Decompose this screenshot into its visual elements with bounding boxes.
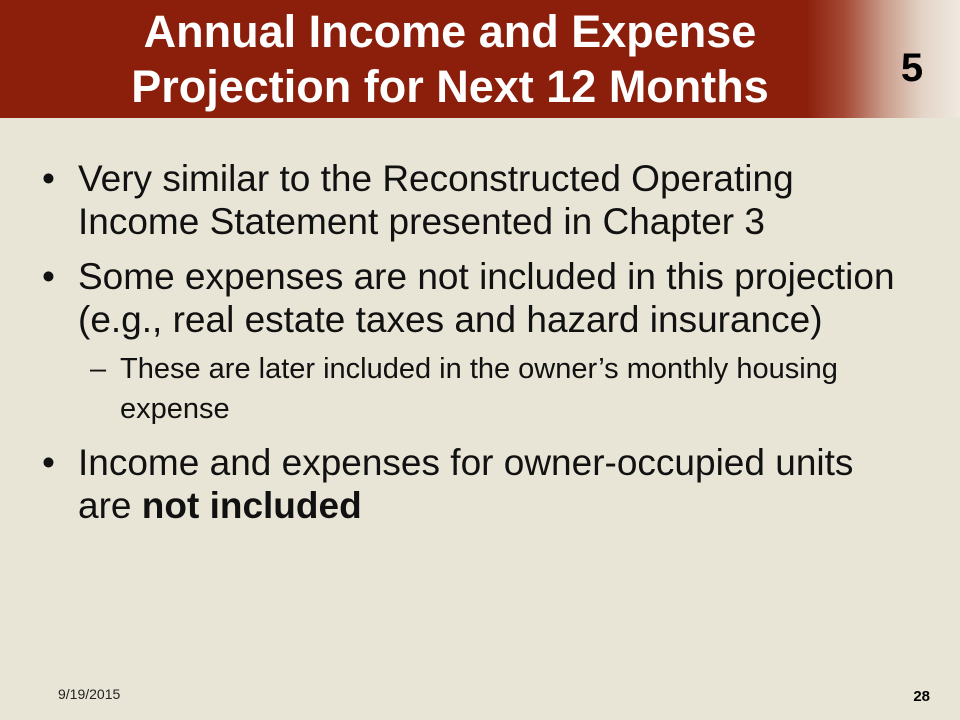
slide-number: 28 [913,688,930,705]
slide-body [0,157,960,539]
slide-title-line-2: Projection for Next 12 Months [131,61,769,112]
bullet-item [0,441,960,527]
bullet-text: Very similar to the Reconstructed Operating Income Statement presented in Chapter 3 [78,158,794,242]
bullet-dot: • [42,158,55,199]
bullet-item [0,157,960,243]
bullet-text-bold: not included [141,485,362,526]
footer-date: 9/19/2015 [58,686,121,702]
bullet-text: Income and expenses for owner-occupied units are [78,442,854,526]
bullet-text: Some expenses are not included in this projection (e.g., real estate taxes and hazard insurance) [78,256,895,340]
sub-bullet-text: These are later included in the owner’s monthly housing expense [120,353,838,425]
sub-bullet-item [0,349,960,429]
sub-bullet-dash: – [90,353,107,385]
chapter-number: 5 [900,46,924,90]
bullet-item [0,255,960,341]
slide-title [40,4,860,114]
slide-title-line-1: Annual Income and Expense [143,6,757,57]
bullet-dot: • [42,442,55,483]
bullet-dot: • [42,256,55,297]
